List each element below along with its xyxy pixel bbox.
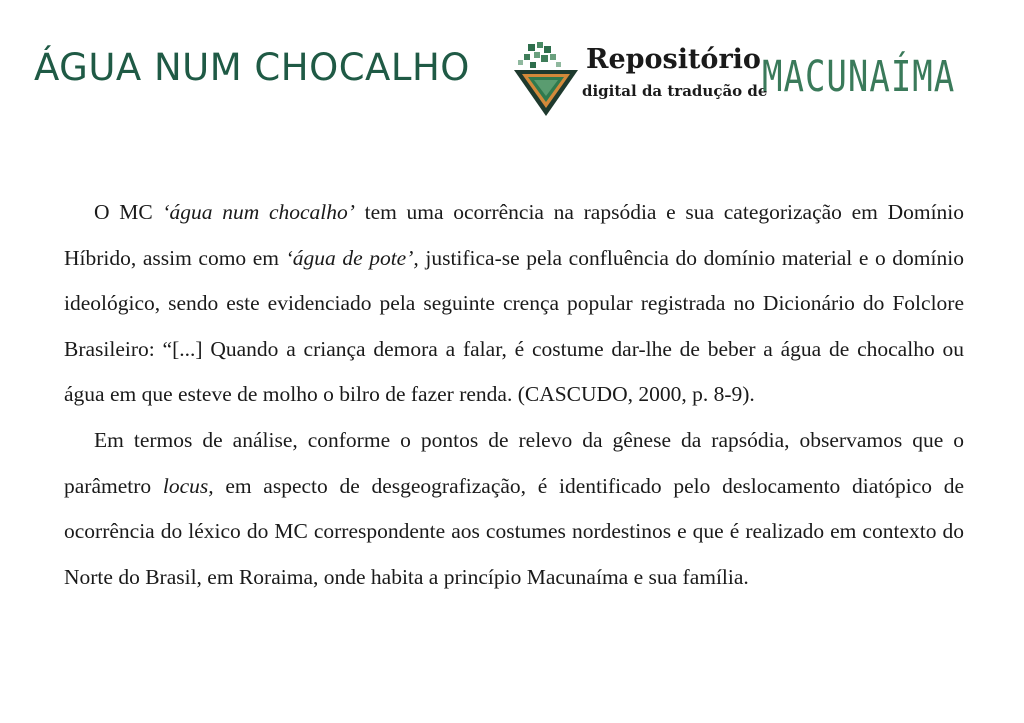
green-triangle-pixel-logo-icon <box>510 40 582 120</box>
logo-title: Repositório <box>586 44 761 75</box>
paragraph-1 <box>64 190 964 418</box>
header <box>0 0 1024 130</box>
paragraph-2-emphasis-a: locus, <box>162 473 214 498</box>
paragraph-1-text-b: tem uma ocorrência na rapsódia e sua categorização em Domínio Híbrido, assim como em <box>64 200 965 270</box>
paragraph-1-text-c: justifica-se pela confluência do domínio material e o domínio ideológico, sendo este evidenciado pela seguinte crença popular registrada no Dicionário do Folclore Brasileiro: “[...] Quando a criança demora a falar, é costume dar-lhe de beber a água de chocalho ou água em que esteve de molho o bilro de fazer renda. (CASCUDO, 2000, p. 8-9). <box>64 245 964 407</box>
paragraph-1-emphasis-b: ‘água de pote’, <box>285 245 419 270</box>
article-body <box>64 190 964 600</box>
paragraph-2 <box>64 418 964 600</box>
paragraph-1-emphasis-a: ‘água num chocalho’ <box>162 200 355 224</box>
paragraph-1-text-a: O MC <box>94 200 163 224</box>
logo-brand: MACUNAÍMA <box>762 52 956 102</box>
logo-subtitle: digital da tradução de <box>582 82 768 100</box>
paragraph-2-text-a: Em termos de análise, conforme o pontos de relevo da gênese da rapsódia, observamos que o parâmetro <box>64 427 964 498</box>
paragraph-2-text-b: em aspecto de desgeografização, é identificado pelo deslocamento diatópico de ocorrência do léxico do MC correspondente aos costumes nordestinos e que é realizado em contexto do Norte do Brasil, em Roraima, onde habita a princípio Macunaíma e sua família. <box>64 473 964 589</box>
page-title: ÁGUA NUM CHOCALHO <box>34 46 470 89</box>
